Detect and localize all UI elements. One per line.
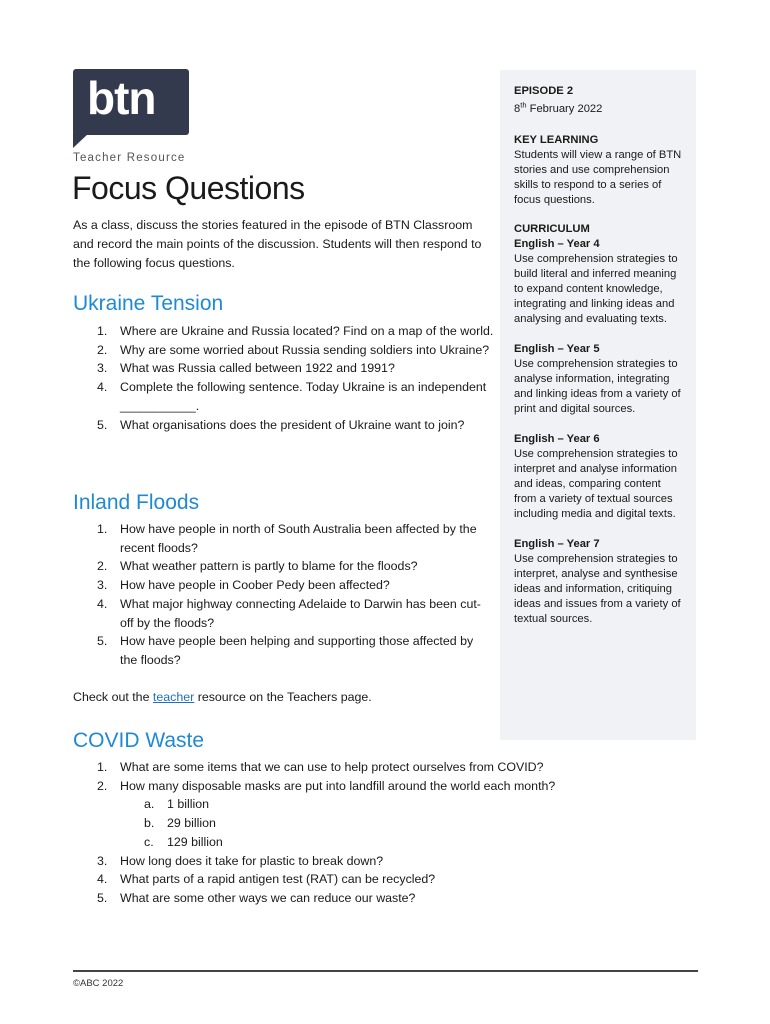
key-learning-text: Students will view a range of BTN stories and use comprehension skills to respond to a series of focus questions. (514, 149, 682, 206)
question-item: 3. How long does it take for plastic to break down? (97, 853, 384, 868)
floods-question-list (73, 520, 485, 670)
curriculum-text: Use comprehension strategies to build literal and inferred meaning to expand content knowledge, integrating and linking ideas and analysing and evaluating texts. (514, 253, 678, 325)
question-item: 2. Why are some worried about Russia sending soldiers into Ukraine? (97, 342, 490, 357)
question-item: 4. Complete the following sentence. Today Ukraine is an independent ___________. (97, 380, 487, 413)
answer-options (120, 795, 673, 851)
key-learning-label: KEY LEARNING (514, 134, 599, 146)
intro-paragraph: As a class, discuss the stories featured in the episode of BTN Classroom and record the main points of the discussion. Students will then respond to the following focus questions. (73, 218, 482, 270)
covid-question-list (73, 758, 673, 908)
option-item: b. 29 billion (144, 816, 216, 831)
btn-logo (73, 69, 189, 149)
curriculum-text: Use comprehension strategies to interpret and analyse information and ideas, comparing content from a variety of textual sources including media and digital texts. (514, 448, 678, 520)
option-item: c. 129 billion (144, 834, 223, 849)
question-item: 5. How have people been helping and supporting those affected by the floods? (97, 634, 474, 667)
footer-copyright: ©ABC 2022 (73, 978, 124, 989)
curriculum-text: Use comprehension strategies to analyse information, integrating and linking ideas from a variety of print and digital sources. (514, 358, 681, 415)
curriculum-year: English – Year 5 (514, 343, 600, 355)
page-title: Focus Questions (72, 170, 305, 206)
curriculum-year: English – Year 4 (514, 238, 600, 250)
curriculum-year: English – Year 6 (514, 433, 600, 445)
question-item: 5. What organisations does the president of Ukraine want to join? (97, 417, 465, 432)
option-item: a. 1 billion (144, 797, 210, 812)
curriculum-year: English – Year 7 (514, 538, 600, 550)
resource-label: Teacher Resource (73, 152, 186, 164)
logo-text: btn (87, 72, 156, 124)
curriculum-text: Use comprehension strategies to interpret, analyse and synthesise ideas and information, critiquing ideas and issues from a variety of textual sources. (514, 553, 681, 625)
question-item: 4. What major highway connecting Adelaide to Darwin has been cut-off by the floods? (97, 596, 481, 630)
question-item: 1. What are some items that we can use to help protect ourselves from COVID? (97, 760, 544, 774)
question-item: 5. What are some other ways we can reduce our waste? (97, 890, 416, 905)
question-item: 1. Where are Ukraine and Russia located? Find on a map of the world. (97, 324, 494, 338)
section-heading-ukraine: Ukraine Tension (73, 292, 224, 315)
info-sidebar (500, 70, 696, 740)
curriculum-label: CURRICULUM (514, 223, 590, 235)
section-heading-floods: Inland Floods (73, 491, 200, 514)
question-item: 1. How have people in north of South Australia been affected by the recent floods? (97, 522, 477, 555)
question-item: 3. What was Russia called between 1922 and 1991? (97, 361, 395, 376)
logo-speech-tail (73, 133, 89, 148)
question-item: 2. How many disposable masks are put into landfill around the world each month? a. 1 billion b. 29 billion c. 129 billion (73, 777, 673, 852)
teacher-resource-note: Check out the teacher resource on the Teachers page. (73, 690, 372, 704)
ukraine-question-list (73, 322, 498, 434)
question-item: 2. What weather pattern is partly to blame for the floods? (97, 559, 418, 574)
question-item: 3. How have people in Coober Pedy been affected? (97, 578, 390, 593)
teacher-link[interactable]: teacher (152, 690, 195, 704)
footer-divider (73, 970, 698, 972)
episode-date: 8th February 2022 (514, 100, 603, 115)
episode-label: EPISODE 2 (514, 85, 574, 97)
question-item: 4. What parts of a rapid antigen test (RAT) can be recycled? (97, 872, 436, 887)
section-heading-covid: COVID Waste (73, 729, 205, 752)
